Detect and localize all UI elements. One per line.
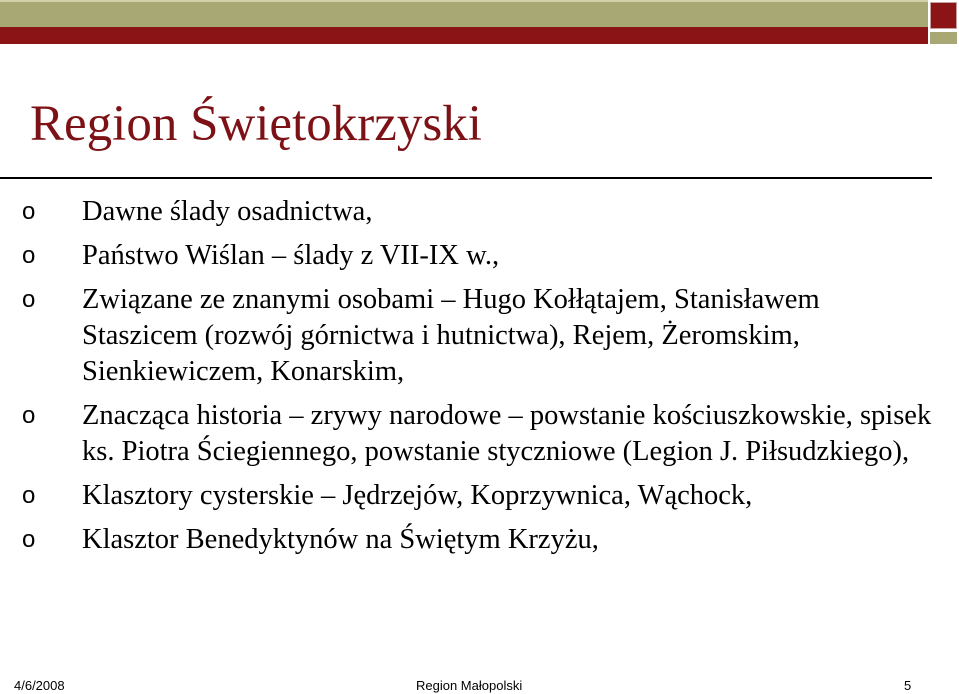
bullet-item: [0, 478, 940, 514]
bullet-item: [0, 522, 940, 558]
bullet-text: Państwo Wiślan – ślady z VII-IX w.,: [82, 240, 500, 271]
bullet-item: [0, 238, 940, 274]
bullet-text: Dawne ślady osadnictwa,: [82, 196, 373, 227]
footer-date: 4/6/2008: [14, 678, 65, 693]
band-red-stripe: [0, 27, 928, 44]
bullet-marker-icon: o: [22, 526, 36, 553]
bullet-text: Klasztor Benedyktynów na Świętym Krzyżu,: [82, 524, 599, 555]
title-divider: [0, 177, 932, 179]
bullet-item: [0, 282, 940, 390]
slide-footer: [0, 678, 959, 694]
bullet-text: Związane ze znanymi osobami – Hugo Kołłątajem, Stanisławem Staszicem (rozwój górnictwa i hutnictwa), Rejem, Żeromskim, Sienkiewiczem, Konarskim,: [82, 284, 820, 387]
bullet-marker-icon: o: [22, 286, 36, 313]
footer-page-number: 5: [904, 678, 912, 693]
bullet-marker-icon: o: [22, 482, 36, 509]
band-olive-stripe: [0, 0, 928, 27]
band-corner-square-olive: [930, 30, 957, 44]
footer-presentation-title: Region Małopolski: [416, 678, 523, 693]
slide-title: Region Świętokrzyski: [30, 96, 482, 152]
band-corner-square-red: [930, 2, 957, 29]
bullet-item: [0, 398, 940, 470]
bullet-marker-icon: o: [22, 198, 36, 225]
top-decorative-band: [0, 0, 959, 44]
bullet-list: [0, 194, 940, 566]
bullet-marker-icon: o: [22, 242, 36, 269]
bullet-item: [0, 194, 940, 230]
bullet-text: Klasztory cysterskie – Jędrzejów, Koprzywnica, Wąchock,: [82, 480, 753, 511]
bullet-marker-icon: o: [22, 402, 36, 429]
bullet-text: Znacząca historia – zrywy narodowe – powstanie kościuszkowskie, spisek ks. Piotra Ściegiennego, powstanie styczniowe (Legion J. Piłsudzkiego),: [82, 400, 932, 467]
